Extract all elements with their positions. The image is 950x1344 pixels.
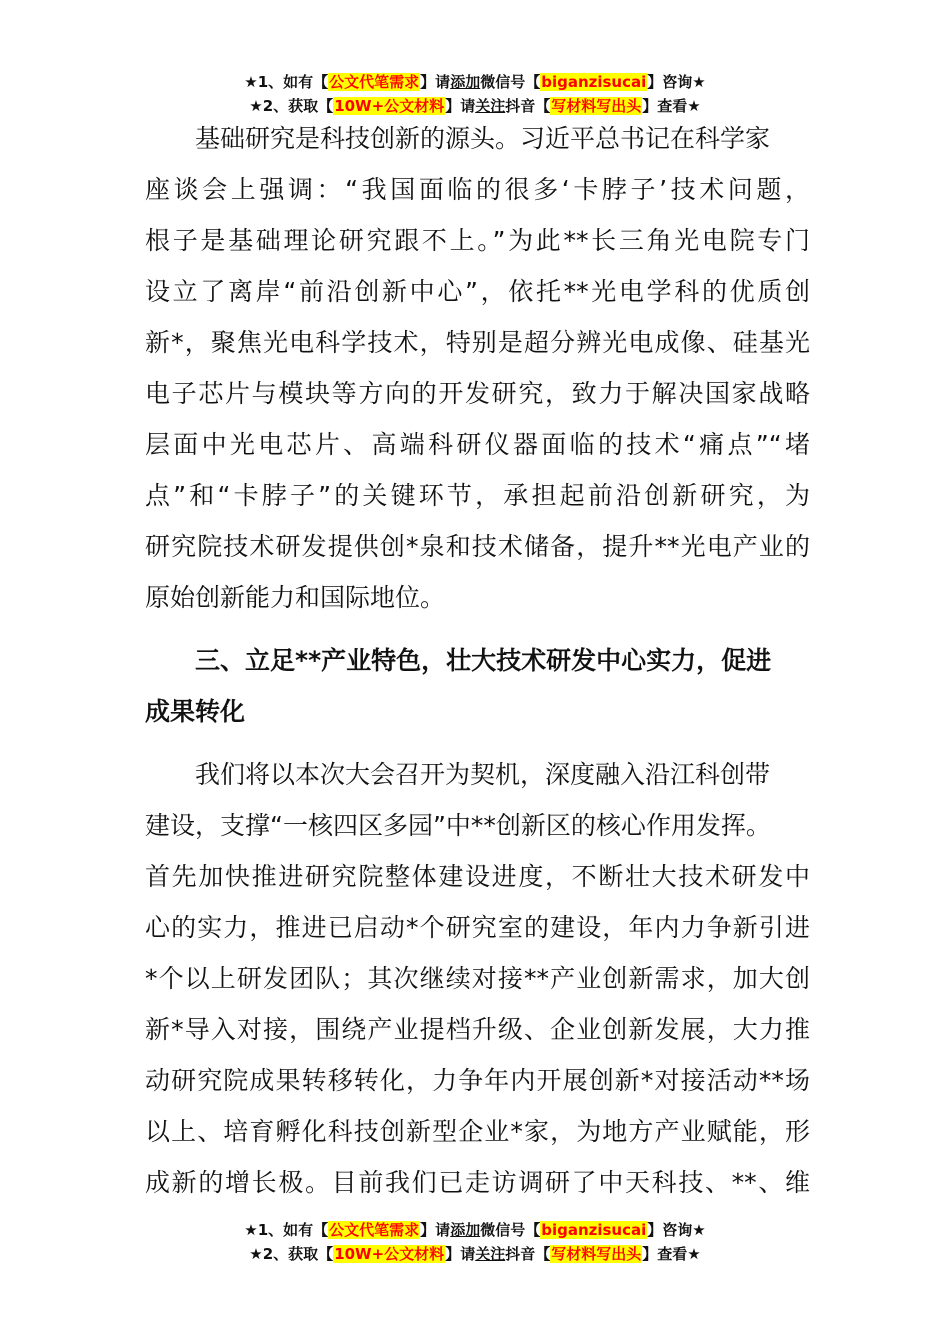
paragraph-line: 心的实力，推进已启动*个研究室的建设，年内力争新引进 bbox=[145, 913, 810, 942]
paragraph-line: 成新的增长极。目前我们已走访调研了中天科技、**、维 bbox=[145, 1168, 810, 1197]
section-heading-3 bbox=[145, 635, 810, 737]
promo-line-2: ★2、获取【10W+公文材料】请关注抖音【写材料写出头】查看★ bbox=[249, 97, 701, 115]
paragraph-line: 建设，支撑“一核四区多园”中**创新区的核心作用发挥。 bbox=[145, 811, 771, 840]
promo-highlight-materials: 10W+公文材料 bbox=[334, 97, 445, 115]
paragraph-line: 层面中光电芯片、高端科研仪器面临的技术“痛点”“堵 bbox=[145, 430, 810, 459]
paragraph-line: 以上、培育孵化科技创新型企业*家，为地方产业赋能，形 bbox=[145, 1117, 810, 1146]
promo-highlight-wechat-id: biganzisucai bbox=[541, 1221, 647, 1239]
promo-line-1: ★1、如有【公文代笔需求】请添加微信号【biganzisucai】咨询★ bbox=[244, 1221, 706, 1239]
paragraph-line: 新*导入对接，围绕产业提档升级、企业创新发展，大力推 bbox=[145, 1015, 810, 1044]
paragraph-line: 研究院技术研发提供创*泉和技术储备，提升**光电产业的 bbox=[145, 532, 810, 561]
paragraph-line: 动研究院成果转移转化，力争年内开展创新*对接活动**场 bbox=[145, 1066, 810, 1095]
paragraph-line: 基础研究是科技创新的源头。习近平总书记在科学家 bbox=[195, 124, 771, 153]
heading-line: 成果转化 bbox=[145, 697, 246, 726]
paragraph-line: 原始创新能力和国际地位。 bbox=[145, 583, 446, 612]
heading-line: 三、立足**产业特色，壮大技术研发中心实力，促进 bbox=[195, 646, 772, 675]
promo-highlight-service: 公文代笔需求 bbox=[329, 73, 420, 91]
paragraph-line: 设立了离岸“前沿创新中心”，依托**光电学科的优质创 bbox=[145, 277, 810, 306]
paragraph-basic-research bbox=[145, 113, 810, 623]
bottom-promo-banner bbox=[0, 1218, 950, 1266]
paragraph-line: 座谈会上强调：“我国面临的很多‘卡脖子’技术问题， bbox=[145, 175, 810, 204]
paragraph-line: 电子芯片与模块等方向的开发研究，致力于解决国家战略 bbox=[145, 379, 810, 408]
paragraph-gap bbox=[145, 623, 810, 635]
paragraph-gap bbox=[145, 737, 810, 749]
promo-highlight-materials: 10W+公文材料 bbox=[334, 1245, 445, 1263]
promo-line-2: ★2、获取【10W+公文材料】请关注抖音【写材料写出头】查看★ bbox=[249, 1245, 701, 1263]
paragraph-line: *个以上研发团队；其次继续对接**产业创新需求，加大创 bbox=[145, 964, 810, 993]
top-promo-banner bbox=[0, 70, 950, 118]
promo-highlight-douyin: 写材料写出头 bbox=[551, 97, 642, 115]
paragraph-line: 我们将以本次大会召开为契机，深度融入沿江科创带 bbox=[195, 760, 771, 789]
paragraph-line: 首先加快推进研究院整体建设进度，不断壮大技术研发中 bbox=[145, 862, 810, 891]
promo-line-1: ★1、如有【公文代笔需求】请添加微信号【biganzisucai】咨询★ bbox=[244, 73, 706, 91]
promo-highlight-douyin: 写材料写出头 bbox=[551, 1245, 642, 1263]
paragraph-line: 新*，聚焦光电科学技术，特别是超分辨光电成像、硅基光 bbox=[145, 328, 810, 357]
paragraph-line: 根子是基础理论研究跟不上。”为此**长三角光电院专门 bbox=[145, 226, 810, 255]
promo-highlight-wechat-id: biganzisucai bbox=[541, 73, 647, 91]
document-body bbox=[145, 113, 810, 1208]
paragraph-line: 点”和“卡脖子”的关键环节，承担起前沿创新研究，为 bbox=[145, 481, 810, 510]
paragraph-conference-plan bbox=[145, 749, 810, 1208]
promo-highlight-service: 公文代笔需求 bbox=[329, 1221, 420, 1239]
